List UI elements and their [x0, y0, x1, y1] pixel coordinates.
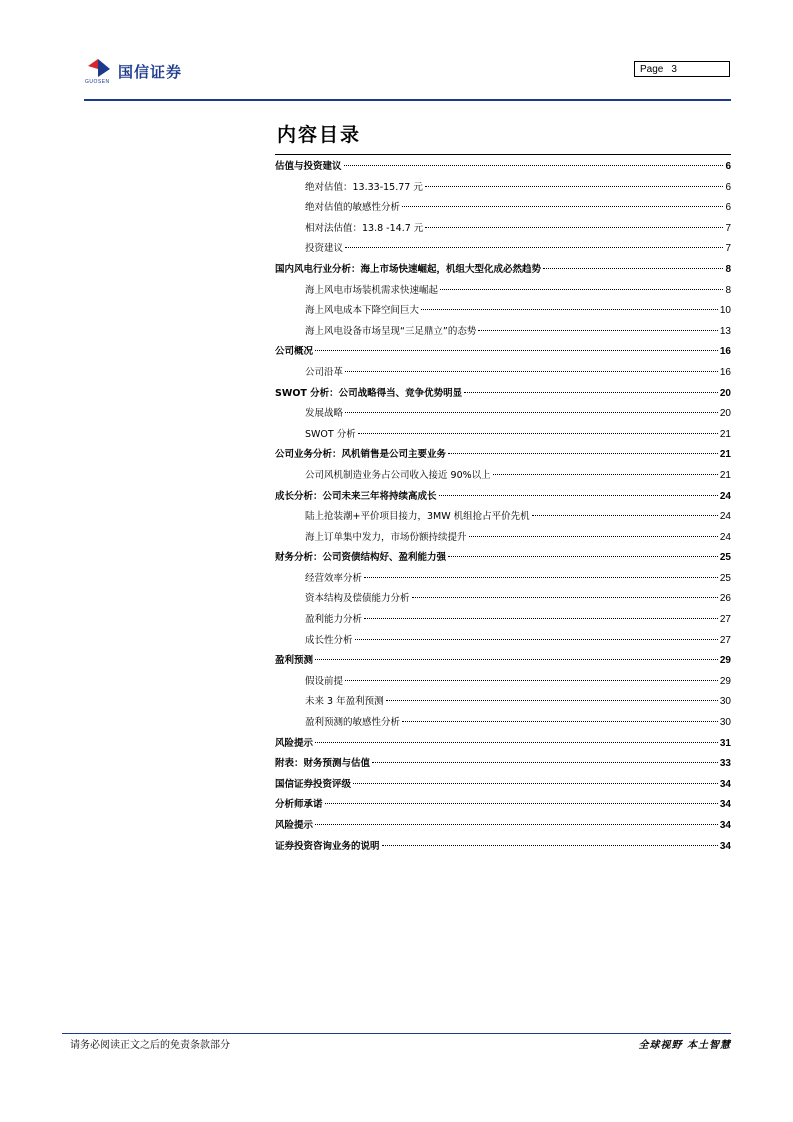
toc-entry-label: 公司概况	[275, 346, 314, 358]
company-logo	[84, 57, 204, 87]
page-number: 3	[671, 64, 677, 75]
header-divider	[84, 99, 731, 101]
toc-entry-page: 27	[719, 614, 731, 626]
toc-entry-label: 分析师承诺	[275, 799, 323, 811]
toc-entry-page: 6	[725, 181, 731, 193]
toc-subsection-entry[interactable]	[275, 219, 731, 240]
toc-dot-leader	[355, 639, 718, 640]
footer-disclaimer: 请务必阅读正文之后的免责条款部分	[70, 1040, 230, 1051]
toc-subsection-entry[interactable]	[275, 610, 731, 631]
toc-entry-page: 33	[719, 758, 731, 770]
toc-section-entry[interactable]	[275, 775, 731, 796]
toc-entry-page: 8	[725, 263, 731, 275]
toc-subsection-entry[interactable]	[275, 301, 731, 322]
toc-dot-leader	[493, 474, 718, 475]
toc-dot-leader	[358, 433, 718, 434]
toc-section-entry[interactable]	[275, 384, 731, 405]
toc-subsection-entry[interactable]	[275, 692, 731, 713]
toc-entry-label: 海上风电市场装机需求快速崛起	[305, 284, 439, 296]
toc-dot-leader	[315, 659, 718, 660]
toc-entry-label: 估值与投资建议	[275, 161, 342, 172]
toc-section-entry[interactable]	[275, 816, 731, 837]
toc-dot-leader	[440, 289, 723, 290]
toc-entry-page: 10	[719, 305, 731, 317]
toc-entry-label: 绝对估值的敏感性分析	[305, 202, 401, 214]
toc-section-entry[interactable]	[275, 754, 731, 775]
toc-entry-label: 海上风电设备市场呈现“三足鼎立”的态势	[305, 325, 477, 337]
toc-dot-leader	[469, 536, 718, 537]
toc-entry-page: 20	[719, 408, 731, 420]
toc-dot-leader	[543, 268, 723, 269]
toc-dot-leader	[464, 392, 718, 393]
page-indicator	[634, 61, 730, 77]
toc-entry-page: 24	[719, 490, 731, 502]
toc-dot-leader	[532, 515, 718, 516]
toc-entry-label: SWOT 分析：公司战略得当、竞争优势明显	[275, 387, 463, 399]
toc-subsection-entry[interactable]	[275, 239, 731, 260]
toc-entry-label: 附表：财务预测与估值	[275, 758, 371, 770]
toc-dot-leader	[315, 824, 718, 825]
toc-dot-leader	[421, 309, 718, 310]
toc-dot-leader	[386, 700, 718, 701]
footer-slogan: 全球视野 本土智慧	[638, 1040, 731, 1051]
toc-dot-leader	[345, 412, 718, 413]
toc-entry-label: 投资建议	[305, 243, 344, 255]
toc-entry-label: 盈利能力分析	[305, 614, 363, 626]
toc-entry-label: 成长分析：公司未来三年将持续高成长	[275, 490, 437, 502]
logo-mark-icon	[84, 57, 114, 79]
toc-entry-page: 13	[719, 325, 731, 337]
toc-entry-label: 风险提示	[275, 737, 314, 749]
toc-entry-page: 6	[725, 161, 731, 172]
toc-section-entry[interactable]	[275, 487, 731, 508]
toc-entry-label: 财务分析：公司资债结构好、盈利能力强	[275, 552, 447, 564]
toc-entry-page: 24	[719, 511, 731, 523]
toc-entry-page: 34	[719, 778, 731, 790]
toc-entry-label: SWOT 分析	[305, 428, 356, 440]
toc-dot-leader	[478, 330, 718, 331]
toc-subsection-entry[interactable]	[275, 507, 731, 528]
toc-entry-page: 16	[719, 346, 731, 358]
toc-dot-leader	[412, 597, 718, 598]
toc-entry-label: 成长性分析	[305, 634, 353, 646]
toc-entry-page: 26	[719, 593, 731, 605]
toc-entry-label: 假设前提	[305, 675, 344, 687]
toc-entry-label: 公司沿革	[305, 366, 344, 378]
toc-entry-page: 25	[719, 552, 731, 564]
toc-entry-page: 29	[719, 655, 731, 667]
toc-section-entry[interactable]	[275, 795, 731, 816]
toc-subsection-entry[interactable]	[275, 322, 731, 343]
toc-dot-leader	[448, 556, 718, 557]
toc-entry-label: 证券投资咨询业务的说明	[275, 840, 380, 852]
toc-entry-page: 21	[719, 449, 731, 461]
table-of-contents	[275, 157, 731, 857]
toc-entry-label: 海上订单集中发力，市场份额持续提升	[305, 531, 467, 543]
toc-entry-label: 海上风电成本下降空间巨大	[305, 305, 420, 317]
toc-dot-leader	[364, 618, 718, 619]
toc-entry-page: 30	[719, 717, 731, 729]
toc-entry-label: 盈利预测的敏感性分析	[305, 717, 401, 729]
toc-entry-label: 公司风机制造业务占公司收入接近 90%以上	[305, 469, 491, 481]
footer-divider	[62, 1033, 731, 1034]
toc-subsection-entry[interactable]	[275, 425, 731, 446]
toc-entry-label: 盈利预测	[275, 655, 314, 667]
page-header	[0, 0, 793, 100]
toc-entry-page: 7	[725, 243, 731, 255]
toc-entry-page: 20	[719, 387, 731, 399]
toc-section-entry[interactable]	[275, 157, 731, 178]
toc-dot-leader	[402, 721, 718, 722]
toc-dot-leader	[315, 742, 718, 743]
toc-dot-leader	[344, 165, 724, 166]
toc-entry-label: 发展战略	[305, 408, 344, 420]
toc-entry-page: 31	[719, 737, 731, 749]
toc-entry-label: 公司业务分析：风机销售是公司主要业务	[275, 449, 447, 461]
toc-subsection-entry[interactable]	[275, 404, 731, 425]
page-label: Page	[640, 64, 664, 75]
toc-entry-page: 24	[719, 531, 731, 543]
toc-entry-page: 21	[719, 428, 731, 440]
toc-dot-leader	[345, 371, 718, 372]
toc-section-entry[interactable]	[275, 837, 731, 858]
toc-dot-leader	[315, 350, 718, 351]
toc-entry-page: 34	[719, 799, 731, 811]
toc-entry-label: 国内风电行业分析：海上市场快速崛起，机组大型化成必然趋势	[275, 263, 542, 275]
toc-dot-leader	[372, 762, 718, 763]
toc-dot-leader	[448, 453, 718, 454]
toc-entry-label: 国信证券投资评级	[275, 778, 352, 790]
toc-entry-label: 相对法估值：13.8 -14.7 元	[305, 222, 424, 234]
toc-dot-leader	[325, 803, 718, 804]
toc-entry-page: 25	[719, 572, 731, 584]
toc-subsection-entry[interactable]	[275, 466, 731, 487]
toc-section-entry[interactable]	[275, 651, 731, 672]
toc-section-entry[interactable]	[275, 548, 731, 569]
toc-dot-leader	[402, 206, 723, 207]
toc-dot-leader	[425, 186, 724, 187]
toc-entry-page: 7	[725, 222, 731, 234]
toc-entry-page: 21	[719, 469, 731, 481]
toc-subsection-entry[interactable]	[275, 198, 731, 219]
toc-entry-page: 34	[719, 820, 731, 831]
toc-subsection-entry[interactable]	[275, 672, 731, 693]
toc-entry-page: 8	[725, 284, 731, 296]
toc-dot-leader	[439, 495, 718, 496]
toc-subsection-entry[interactable]	[275, 713, 731, 734]
toc-section-entry[interactable]	[275, 260, 731, 281]
logo-text: 国信证券	[118, 63, 183, 81]
toc-entry-label: 绝对估值：13.33-15.77 元	[305, 181, 423, 193]
toc-subsection-entry[interactable]	[275, 363, 731, 384]
toc-dot-leader	[364, 577, 718, 578]
toc-dot-leader	[345, 247, 723, 248]
toc-subsection-entry[interactable]	[275, 589, 731, 610]
toc-entry-page: 29	[719, 675, 731, 687]
toc-section-entry[interactable]	[275, 342, 731, 363]
toc-entry-label: 风险提示	[275, 820, 314, 831]
toc-entry-page: 27	[719, 634, 731, 646]
toc-dot-leader	[425, 227, 723, 228]
toc-dot-leader	[382, 845, 718, 846]
toc-entry-page: 30	[719, 696, 731, 708]
toc-entry-page: 6	[725, 202, 731, 214]
toc-title-divider	[275, 154, 731, 155]
toc-section-entry[interactable]	[275, 734, 731, 755]
toc-title: 内容目录	[277, 124, 362, 146]
toc-section-entry[interactable]	[275, 445, 731, 466]
toc-subsection-entry[interactable]	[275, 178, 731, 199]
toc-entry-page: 34	[719, 840, 731, 852]
toc-dot-leader	[353, 783, 718, 784]
toc-subsection-entry[interactable]	[275, 528, 731, 549]
toc-subsection-entry[interactable]	[275, 281, 731, 302]
toc-entry-label: 经营效率分析	[305, 572, 363, 584]
toc-entry-label: 未来 3 年盈利预测	[305, 696, 384, 708]
toc-entry-label: 资本结构及偿债能力分析	[305, 593, 410, 605]
toc-entry-page: 16	[719, 366, 731, 378]
toc-subsection-entry[interactable]	[275, 569, 731, 590]
toc-dot-leader	[345, 680, 718, 681]
toc-entry-label: 陆上抢装潮+平价项目接力，3MW 机组抢占平价先机	[305, 511, 530, 523]
logo-subtext: GUOSEN	[85, 79, 110, 85]
toc-subsection-entry[interactable]	[275, 631, 731, 652]
